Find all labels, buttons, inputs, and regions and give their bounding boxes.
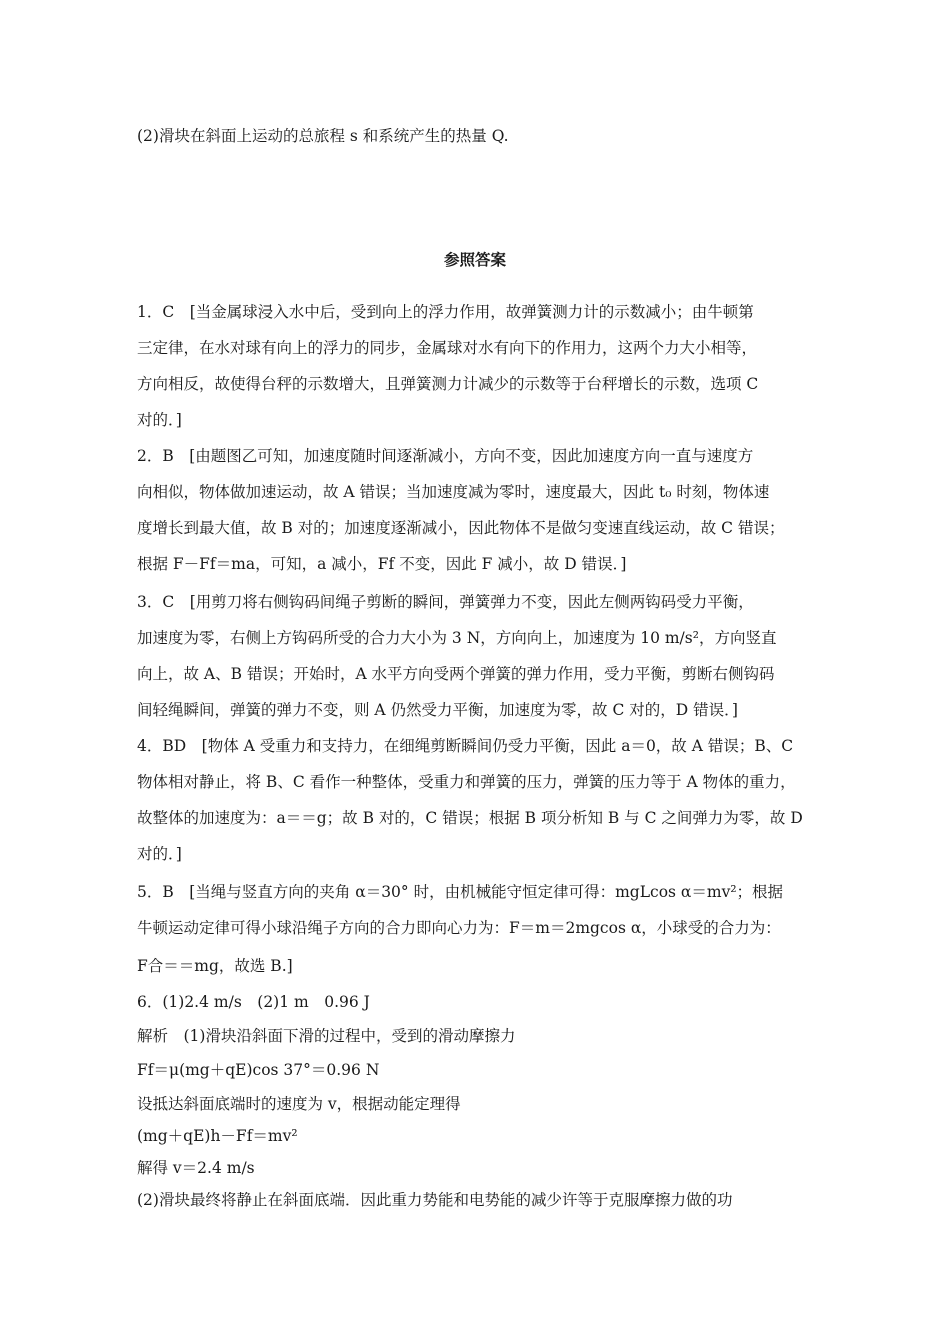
answer-line: 故整体的加速度为：a＝＝g；故 B 对的，C 错误；根据 B 项分析知 B 与 C 之间弹力为零，故 D [137, 809, 803, 827]
answer-line: 对的．] [137, 411, 182, 429]
answer-line: 牛顿运动定律可得小球沿绳子方向的合力即向心力为：F＝m＝2mgcos α，小球受的合力为： [137, 919, 781, 937]
answer-line: 1．C [当金属球浸入水中后，受到向上的浮力作用，故弹簧测力计的示数减小；由牛顿第 [137, 303, 754, 321]
answer-line: 方向相反，故使得台秤的示数增大，且弹簧测力计减少的示数等于台秤增长的示数，选项 C [137, 375, 759, 393]
answer-line: 2．B [由题图乙可知，加速度随时间逐渐减小，方向不变，因此加速度方向一直与速度方 [137, 447, 754, 465]
answer-line: 三定律，在水对球有向上的浮力的同步，金属球对水有向下的作用力，这两个力大小相等， [137, 339, 758, 357]
answer-line: 间轻绳瞬间，弹簧的弹力不变，则 A 仍然受力平衡，加速度为零，故 C 对的，D 错误．] [137, 701, 738, 719]
answer-line: 3．C [用剪刀将右侧钩码间绳子剪断的瞬间，弹簧弹力不变，因此左侧两钩码受力平衡， [137, 593, 754, 611]
answer-line: (mg＋qE)h－Ff＝mv² [137, 1127, 298, 1145]
answer-line: 度增长到最大值，故 B 对的；加速度逐渐减小，因此物体不是做匀变速直线运动，故 C 错误； [137, 519, 785, 537]
answer-line: (2)滑块最终将静止在斜面底端．因此重力势能和电势能的减少许等于克服摩擦力做的功 [137, 1191, 733, 1209]
answer-line: 对的．] [137, 845, 182, 863]
answer-line: 解析 (1)滑块沿斜面下滑的过程中，受到的滑动摩擦力 [137, 1027, 516, 1045]
answer-line: 4．BD [物体 A 受重力和支持力，在细绳剪断瞬间仍受力平衡，因此 a＝0，故 A 错误；B、C [137, 737, 794, 755]
answer-line: 设抵达斜面底端时的速度为 v，根据动能定理得 [137, 1095, 461, 1113]
question-part-2: (2)滑块在斜面上运动的总旅程 s 和系统产生的热量 Q. [137, 127, 509, 145]
answer-line: 根据 F－Ff＝ma，可知，a 减小，Ff 不变，因此 F 减小，故 D 错误．] [137, 555, 627, 573]
answer-line: Ff＝μ(mg＋qE)cos 37°＝0.96 N [137, 1061, 380, 1079]
answer-line: 向相似，物体做加速运动，故 A 错误；当加速度减为零时，速度最大，因此 t₀ 时刻，物体速 [137, 483, 770, 501]
answer-line: F合＝＝mg，故选 B.] [137, 957, 293, 975]
answer-line: 加速度为零，右侧上方钩码所受的合力大小为 3 N，方向向上，加速度为 10 m/s²，方向竖直 [137, 629, 777, 647]
answer-line: 6．(1)2.4 m/s (2)1 m 0.96 J [137, 993, 370, 1011]
answer-line: 向上，故 A、B 错误；开始时，A 水平方向受两个弹簧的弹力作用，受力平衡，剪断右侧钩码 [137, 665, 775, 683]
answer-line: 5．B [当绳与竖直方向的夹角 α＝30° 时，由机械能守恒定律可得：mgLcos α＝mv²；根据 [137, 883, 784, 901]
answer-line: 解得 v＝2.4 m/s [137, 1159, 255, 1177]
answer-heading: 参照答案 [443, 251, 506, 269]
answer-line: 物体相对静止，将 B、C 看作一种整体，受重力和弹簧的压力，弹簧的压力等于 A 物体的重力， [137, 773, 796, 791]
